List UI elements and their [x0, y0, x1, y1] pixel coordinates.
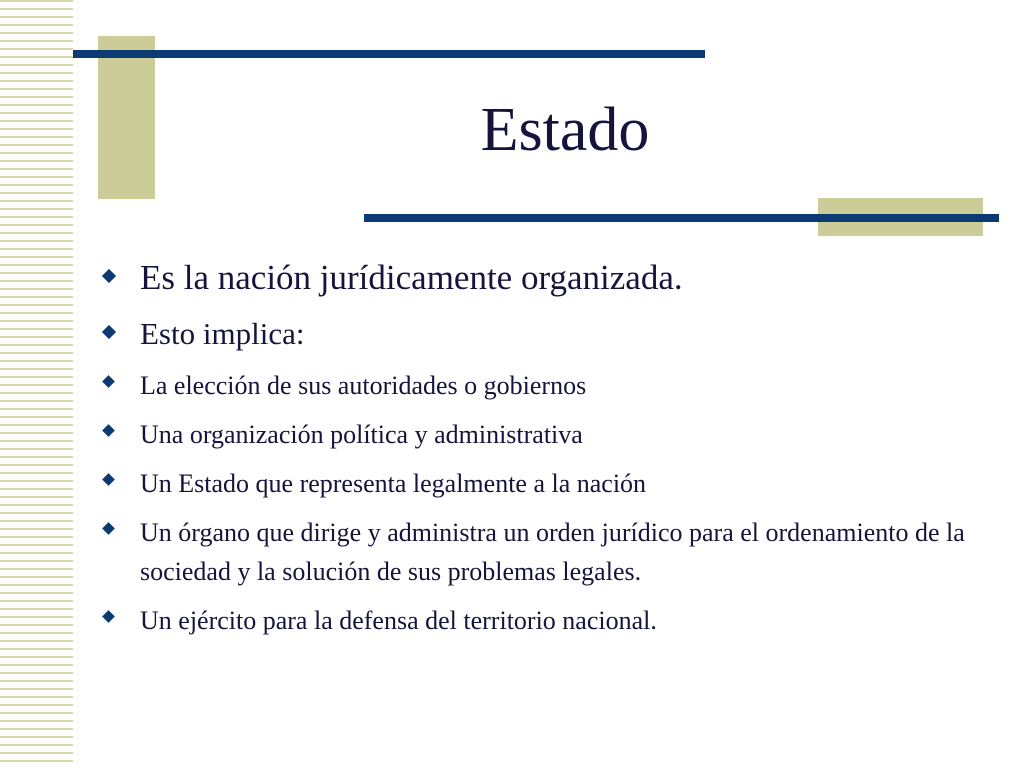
bullet-item	[100, 464, 980, 503]
bullet-item	[100, 366, 980, 405]
bullet-text: Un órgano que dirige y administra un orden jurídico para el ordenamiento de la sociedad y la solución de sus problemas legales.	[140, 518, 965, 586]
bullet-item	[100, 415, 980, 454]
title-rule-bottom	[364, 214, 999, 222]
bullet-list	[100, 258, 980, 650]
decorative-stripes	[0, 0, 73, 768]
bullet-text: La elección de sus autoridades o gobiernos	[140, 371, 587, 400]
bullet-item	[100, 258, 980, 298]
bullet-text: Esto implica:	[140, 316, 305, 351]
title-rule-top	[73, 50, 705, 58]
bullet-item	[100, 316, 980, 352]
bullet-text: Una organización política y administrativa	[140, 420, 583, 449]
bullet-item	[100, 601, 980, 640]
bullet-item	[100, 513, 980, 591]
slide-title: Estado	[480, 96, 650, 164]
bullet-text: Un Estado que representa legalmente a la nación	[140, 469, 647, 498]
bullet-text: Un ejército para la defensa del territorio nacional.	[140, 606, 657, 635]
accent-block-top-left	[98, 36, 155, 199]
bullet-text: Es la nación jurídicamente organizada.	[140, 258, 683, 297]
